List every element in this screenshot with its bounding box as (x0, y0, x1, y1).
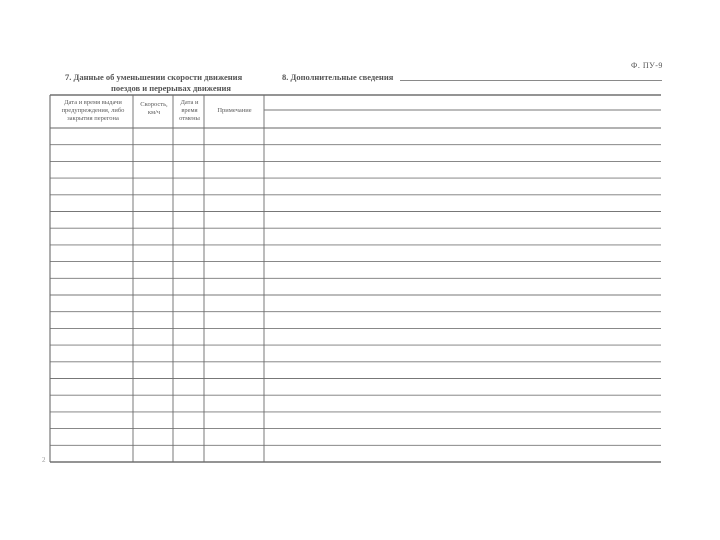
header-cancel-datetime: Дата и время отмены (179, 99, 200, 122)
header-speed: Скорость, км/ч (140, 101, 168, 116)
section-7-title-line2: поездов и перерывах движения (111, 83, 232, 93)
section-8-title: 8. Дополнительные сведения (282, 72, 394, 82)
header-note: Примечание (217, 107, 252, 114)
section-7-title-line1: 7. Данные об уменьшении скорости движения (65, 72, 243, 82)
header-issue-datetime: Дата и время выдачи предупреждения, либо закрытия перегона (61, 99, 125, 122)
form-code: Ф. ПУ-9 (631, 61, 663, 70)
page-corner-mark: 2 (42, 456, 46, 464)
